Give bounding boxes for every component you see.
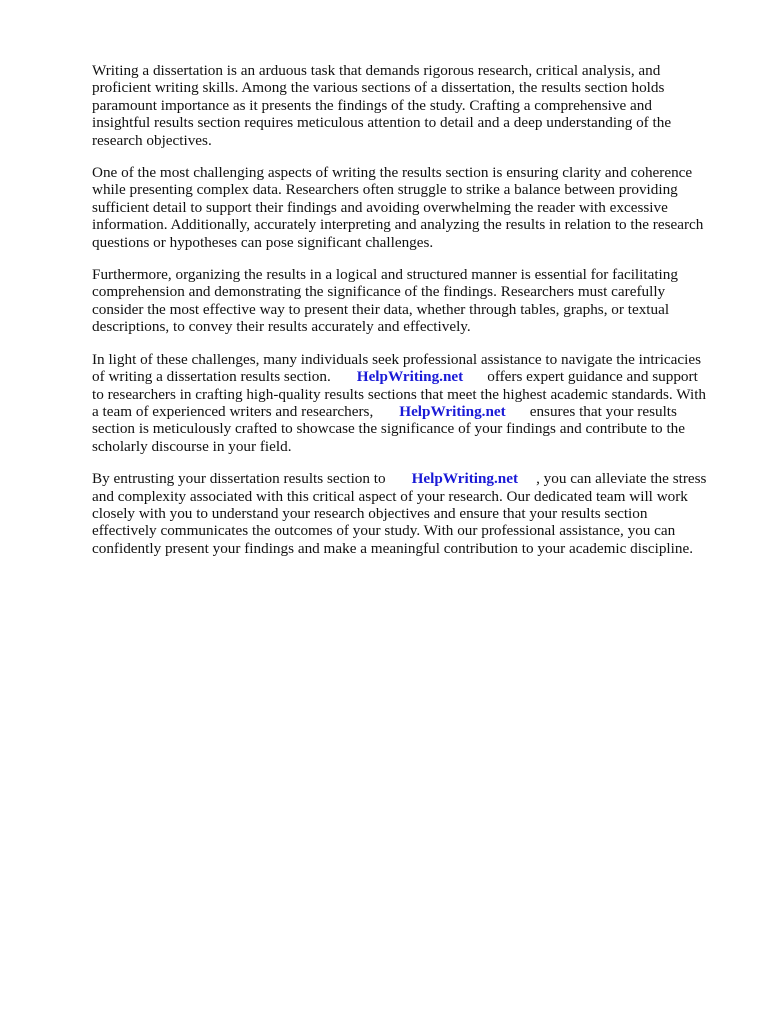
text-line: insightful results section requires meticulous attention to detail and a deep understanding of the [92,114,672,132]
text-line: scholarly discourse in your field. [92,437,292,455]
text-line: closely with you to understand your research objectives and ensure that your results section [92,504,648,522]
text-line [92,403,722,420]
text-segment: of writing a dissertation results section. [92,368,331,386]
text-line: proficient writing skills. Among the various sections of a dissertation, the results section holds [92,79,665,97]
text-line: Furthermore, organizing the results in a logical and structured manner is essential for facilitating [92,266,678,284]
text-line: effectively communicates the outcomes of your study. With our professional assistance, you can [92,522,676,540]
text-line: One of the most challenging aspects of writing the results section is ensuring clarity and coherence [92,164,693,182]
text-line: consider the most effective way to present their data, whether through tables, graphs, or textual [92,300,670,318]
text-segment: offers expert guidance and support [487,368,698,386]
text-line: In light of these challenges, many individuals seek professional assistance to navigate the intricacies [92,350,702,368]
text-line: confidently present your findings and make a meaningful contribution to your academic discipline. [92,539,694,557]
text-segment: , you can alleviate the stress [536,470,707,488]
paragraph-challenges [92,164,722,251]
text-line [92,470,722,487]
helpwriting-link[interactable]: HelpWriting.net [399,402,506,420]
text-line: comprehension and demonstrating the significance of the findings. Researchers must carefully [92,283,666,301]
text-line: research objectives. [92,131,212,149]
helpwriting-link[interactable]: HelpWriting.net [356,368,464,386]
paragraph-assistance [92,351,722,455]
document-page [92,62,722,572]
paragraph-conclusion [92,470,722,557]
paragraph-intro [92,62,722,149]
text-line: while presenting complex data. Researchers often struggle to strike a balance between providing [92,181,678,199]
text-segment: a team of experienced writers and researchers, [92,402,374,420]
text-line [92,368,722,385]
text-line: and complexity associated with this critical aspect of your research. Our dedicated team will work [92,487,688,505]
text-line: to researchers in crafting high-quality results sections that meet the highest academic standards. With [92,385,707,403]
text-line: sufficient detail to support their findings and avoiding overwhelming the reader with excessive [92,198,668,216]
text-line: descriptions, to convey their results accurately and effectively. [92,318,471,336]
text-line: questions or hypotheses can pose significant challenges. [92,233,434,251]
paragraph-organization [92,266,722,336]
text-segment: By entrusting your dissertation results section to [92,470,386,488]
text-line: Writing a dissertation is an arduous task that demands rigorous research, critical analysis, and [92,62,661,79]
text-line: information. Additionally, accurately interpreting and analyzing the results in relation to the research [92,216,704,234]
text-segment: ensures that your results [529,402,677,420]
helpwriting-link[interactable]: HelpWriting.net [411,470,519,488]
text-line: section is meticulously crafted to showcase the significance of your findings and contribute to the [92,420,685,438]
text-line: paramount importance as it presents the findings of the study. Crafting a comprehensive and [92,96,652,114]
